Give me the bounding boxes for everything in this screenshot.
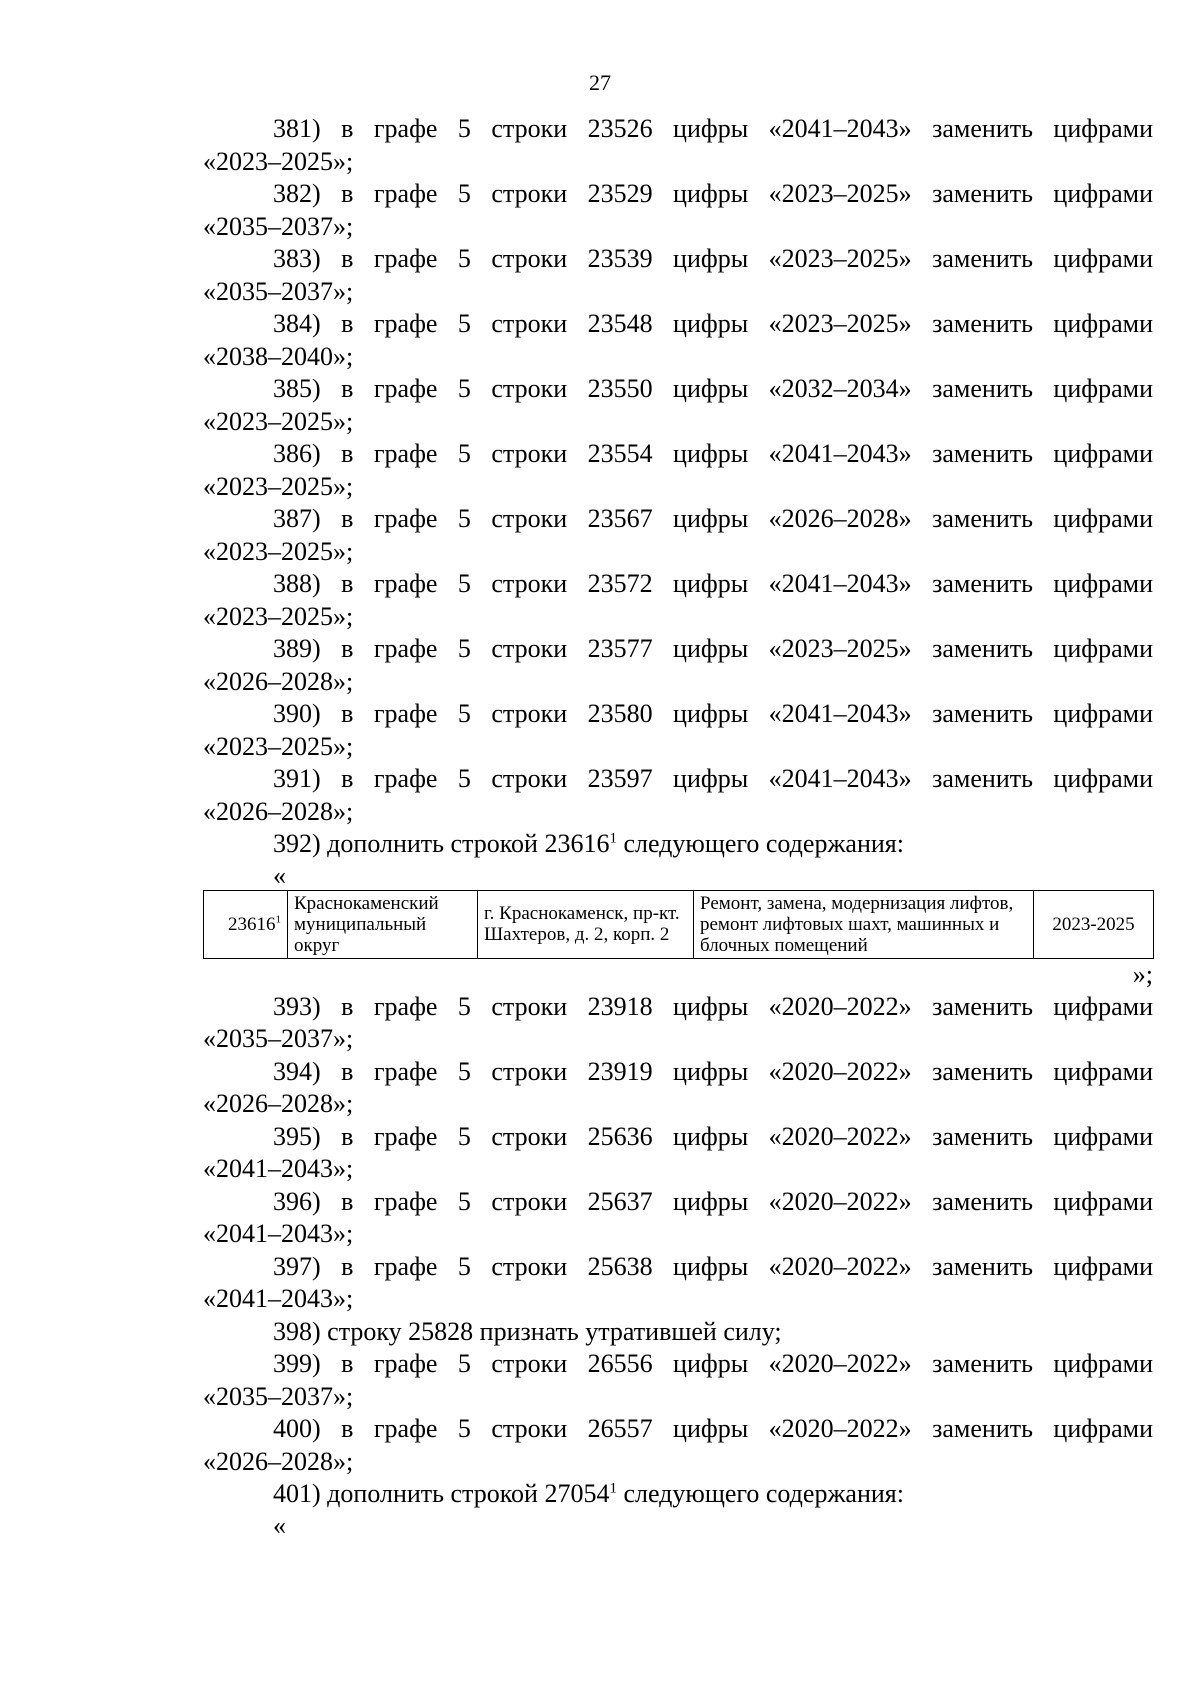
amendment-399: 399) в графе 5 строки 26556 цифры «2020–2022» заменить цифрами «2035–2037»; [203, 1349, 1154, 1411]
page-number: 27 [589, 70, 611, 95]
amendment-394: 394) в графе 5 строки 23919 цифры «2020–2022» заменить цифрами «2026–2028»; [203, 1056, 1154, 1118]
amendment-387: 387) в графе 5 строки 23567 цифры «2026–2028» заменить цифрами «2023–2025»; [203, 504, 1154, 566]
amendments-block-3 [203, 1348, 1153, 1478]
amendment-391: 391) в графе 5 строки 23597 цифры «2041–2043» заменить цифрами «2026–2028»; [203, 764, 1154, 826]
amendment-383: 383) в графе 5 строки 23539 цифры «2023–2025» заменить цифрами «2035–2037»; [203, 244, 1154, 306]
amendment-400: 400) в графе 5 строки 26557 цифры «2020–2022» заменить цифрами «2026–2028»; [203, 1414, 1154, 1476]
quote-open-mark-2: « [273, 1510, 286, 1540]
table-row [204, 890, 1154, 958]
cell-address: г. Краснокаменск, пр-кт. Шахтеров, д. 2, корп. 2 [478, 890, 694, 958]
inserted-row-table [203, 890, 1154, 959]
amendments-block-1 [203, 113, 1153, 828]
cell-years: 2023-2025 [1034, 890, 1154, 958]
amendment-386: 386) в графе 5 строки 23554 цифры «2041–2043» заменить цифрами «2023–2025»; [203, 439, 1154, 501]
amendment-397: 397) в графе 5 строки 25638 цифры «2020–2022» заменить цифрами «2041–2043»; [203, 1251, 1154, 1313]
amendment-385: 385) в графе 5 строки 23550 цифры «2032–2034» заменить цифрами «2023–2025»; [203, 374, 1154, 436]
document-body [203, 113, 1153, 1540]
amendment-393: 393) в графе 5 строки 23918 цифры «2020–2022» заменить цифрами «2035–2037»; [203, 991, 1154, 1053]
amendments-block-2 [203, 991, 1153, 1316]
amendment-384: 384) в графе 5 строки 23548 цифры «2023–2025» заменить цифрами «2038–2040»; [203, 309, 1154, 371]
cell-municipality: Краснокаменский муниципальный округ [288, 890, 478, 958]
quote-open-mark: « [273, 860, 286, 890]
quote-close-mark: »; [1132, 959, 1153, 989]
amendment-382: 382) в графе 5 строки 23529 цифры «2023–2025» заменить цифрами «2035–2037»; [203, 179, 1154, 241]
amendment-392: 392) дополнить строкой 23616$^1$ следующего содержания: [273, 829, 904, 858]
amendment-398: 398) строку 25828 признать утратившей силу; [273, 1316, 782, 1346]
cell-works: Ремонт, замена, модернизация лифтов, ремонт лифтовых шахт, машинных и блочных помещений [694, 890, 1034, 958]
amendment-381: 381) в графе 5 строки 23526 цифры «2041–2043» заменить цифрами «2023–2025»; [203, 114, 1154, 176]
cell-row-number: 23616$^1$ [204, 890, 288, 958]
amendment-396: 396) в графе 5 строки 25637 цифры «2020–2022» заменить цифрами «2041–2043»; [203, 1186, 1154, 1248]
amendment-389: 389) в графе 5 строки 23577 цифры «2023–2025» заменить цифрами «2026–2028»; [203, 634, 1154, 696]
amendment-401: 401) дополнить строкой 27054$^1$ следующего содержания: [273, 1479, 904, 1508]
amendment-388: 388) в графе 5 строки 23572 цифры «2041–2043» заменить цифрами «2023–2025»; [203, 569, 1154, 631]
amendment-390: 390) в графе 5 строки 23580 цифры «2041–2043» заменить цифрами «2023–2025»; [203, 699, 1154, 761]
amendment-395: 395) в графе 5 строки 25636 цифры «2020–2022» заменить цифрами «2041–2043»; [203, 1121, 1154, 1183]
